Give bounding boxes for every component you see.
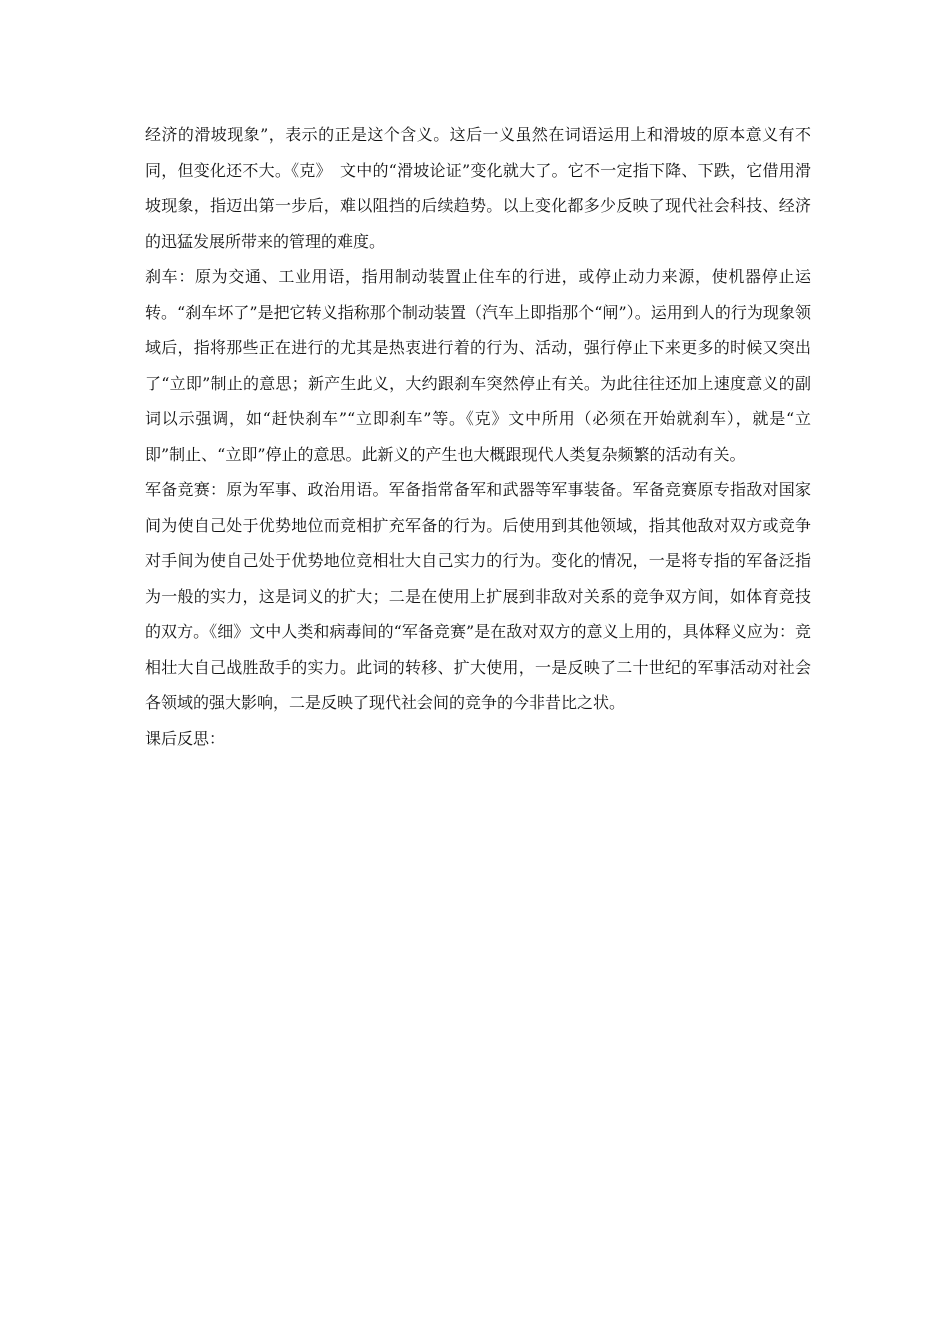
- paragraph-brake: 刹车：原为交通、工业用语，指用制动装置止住车的行进，或停止动力来源，使机器停止运转。“刹车坏了”是把它转义指称那个制动装置（汽车上即指那个“闸”）。运用到人的行为现象领域后，指将那些正在进行的尤其是热衷进行着的行为、活动，强行停止下来更多的时候又突出了“立即”制止的意思；新产生此义，大约跟刹车突然停止有关。为此往往还加上速度意义的副词以示强调，如“赶快刹车”“立即刹车”等。《克》文中所用（必须在开始就刹车），就是“立即”制止、“立即”停止的意思。此新义的产生也大概跟现代人类复杂频繁的活动有关。: [145, 267, 811, 464]
- paragraph-slope-meaning: 经济的滑坡现象”，表示的正是这个含义。这后一义虽然在词语运用上和滑坡的原本意义有不同，但变化还不大。《克》 文中的“滑坡论证”变化就大了。它不一定指下降、下跌，它借用滑坡现象，指迈出第一步后，难以阻挡的后续趋势。以上变化都多少反映了现代社会科技、经济的迅猛发展所带来的管理的难度。: [145, 125, 811, 251]
- paragraph-reflection-heading: 课后反思：: [145, 728, 226, 748]
- document-body: [145, 117, 811, 756]
- paragraph-arms-race: 军备竞赛：原为军事、政治用语。军备指常备军和武器等军事装备。军备竞赛原专指敌对国家间为使自己处于优势地位而竞相扩充军备的行为。后使用到其他领域，指其他敌对双方或竞争对手间为使自己处于优势地位竞相壮大自己实力的行为。变化的情况，一是将专指的军备泛指为一般的实力，这是词义的扩大；二是在使用上扩展到非敌对关系的竞争双方间，如体育竞技的双方。《细》文中人类和病毒间的“军备竞赛”是在敌对双方的意义上用的，具体释义应为：竞相壮大自己战胜敌手的实力。此词的转移、扩大使用，一是反映了二十世纪的军事活动对社会各领域的强大影响，二是反映了现代社会间的竞争的今非昔比之状。: [145, 480, 811, 712]
